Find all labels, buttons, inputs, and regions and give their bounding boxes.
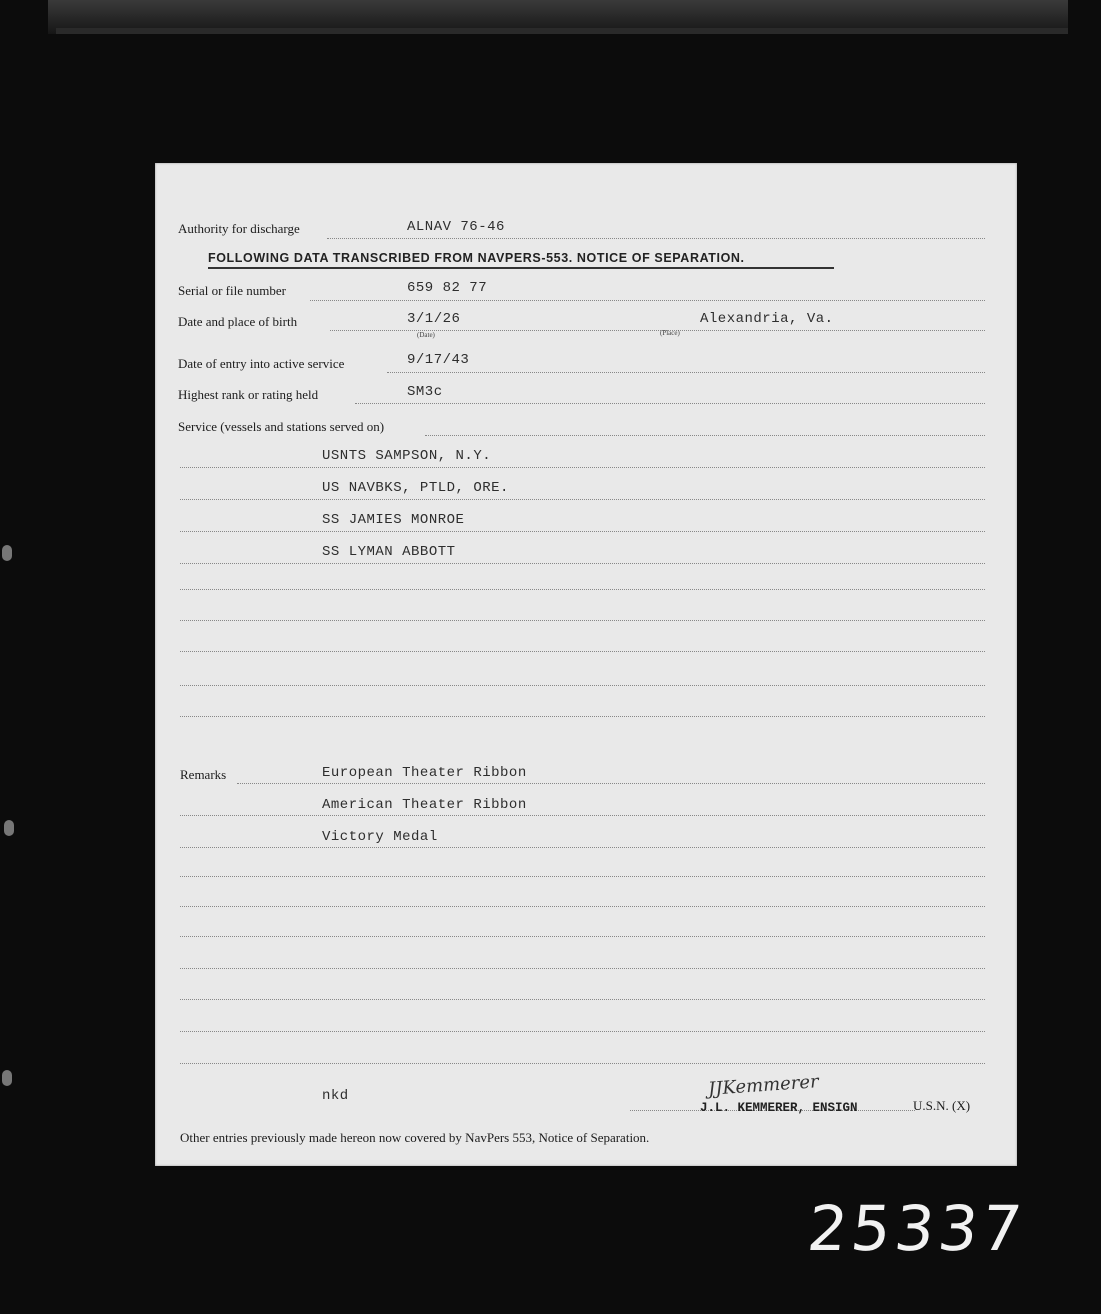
remarks-line (237, 783, 985, 784)
remarks-line (180, 876, 985, 877)
birth-label: Date and place of birth (178, 314, 298, 329)
birth-place: Alexandria, Va. (700, 311, 834, 327)
remarks-line (180, 1063, 985, 1064)
transcription-heading: FOLLOWING DATA TRANSCRIBED FROM NAVPERS-553. NOTICE OF SEPARATION. (208, 251, 745, 265)
usn-designation: U.S.N. (X) (913, 1098, 971, 1113)
remarks-entry: American Theater Ribbon (322, 797, 527, 813)
remarks-label: Remarks (180, 767, 227, 782)
remarks-entry: Victory Medal (322, 829, 438, 845)
remarks-line (180, 936, 985, 937)
binder-clip (4, 820, 14, 836)
handwritten-signature: JJKemmerer (707, 1071, 820, 1100)
signer-name: J.L. KEMMERER, ENSIGN (700, 1101, 858, 1115)
remarks-line (180, 906, 985, 907)
service-line (180, 499, 985, 500)
authority-label: Authority for discharge (178, 221, 300, 236)
entry-rule (387, 372, 985, 373)
service-rule (425, 435, 985, 436)
service-line (180, 620, 985, 621)
service-entry: USNTS SAMPSON, N.Y. (322, 448, 492, 464)
clerk-initials: nkd (322, 1088, 349, 1104)
remarks-line (180, 968, 985, 969)
serial-value: 659 82 77 (407, 280, 488, 296)
discharge-card (155, 163, 1017, 1166)
remarks-line (180, 815, 985, 816)
authority-value: ALNAV 76-46 (407, 219, 505, 235)
binder-clip (2, 1070, 12, 1086)
service-line (180, 651, 985, 652)
birth-date-caption: (Date) (417, 331, 435, 339)
entry-label: Date of entry into active service (178, 356, 345, 371)
film-frame-edge (56, 28, 1068, 34)
remarks-line (180, 1031, 985, 1032)
file-stamp-number: 25337 (804, 1192, 1030, 1265)
birth-place-caption: (Place) (660, 329, 680, 337)
service-line (180, 531, 985, 532)
serial-rule (310, 300, 985, 301)
binder-clip (2, 545, 12, 561)
service-line (180, 563, 985, 564)
service-line (180, 716, 985, 717)
service-line (180, 589, 985, 590)
rank-value: SM3c (407, 384, 443, 400)
service-line (180, 467, 985, 468)
rank-label: Highest rank or rating held (178, 387, 319, 402)
remarks-line (180, 999, 985, 1000)
footer-note: Other entries previously made hereon now covered by NavPers 553, Notice of Separation. (180, 1130, 650, 1145)
heading-underline (208, 267, 834, 269)
service-label: Service (vessels and stations served on) (178, 419, 385, 434)
birth-date: 3/1/26 (407, 311, 461, 327)
rank-rule (355, 403, 985, 404)
serial-label: Serial or file number (178, 283, 286, 298)
service-entry: SS JAMIES MONROE (322, 512, 465, 528)
remarks-line (180, 847, 985, 848)
service-entry: SS LYMAN ABBOTT (322, 544, 456, 560)
service-entry: US NAVBKS, PTLD, ORE. (322, 480, 509, 496)
entry-value: 9/17/43 (407, 352, 470, 368)
service-line (180, 685, 985, 686)
authority-rule (327, 238, 985, 239)
remarks-entry: European Theater Ribbon (322, 765, 527, 781)
